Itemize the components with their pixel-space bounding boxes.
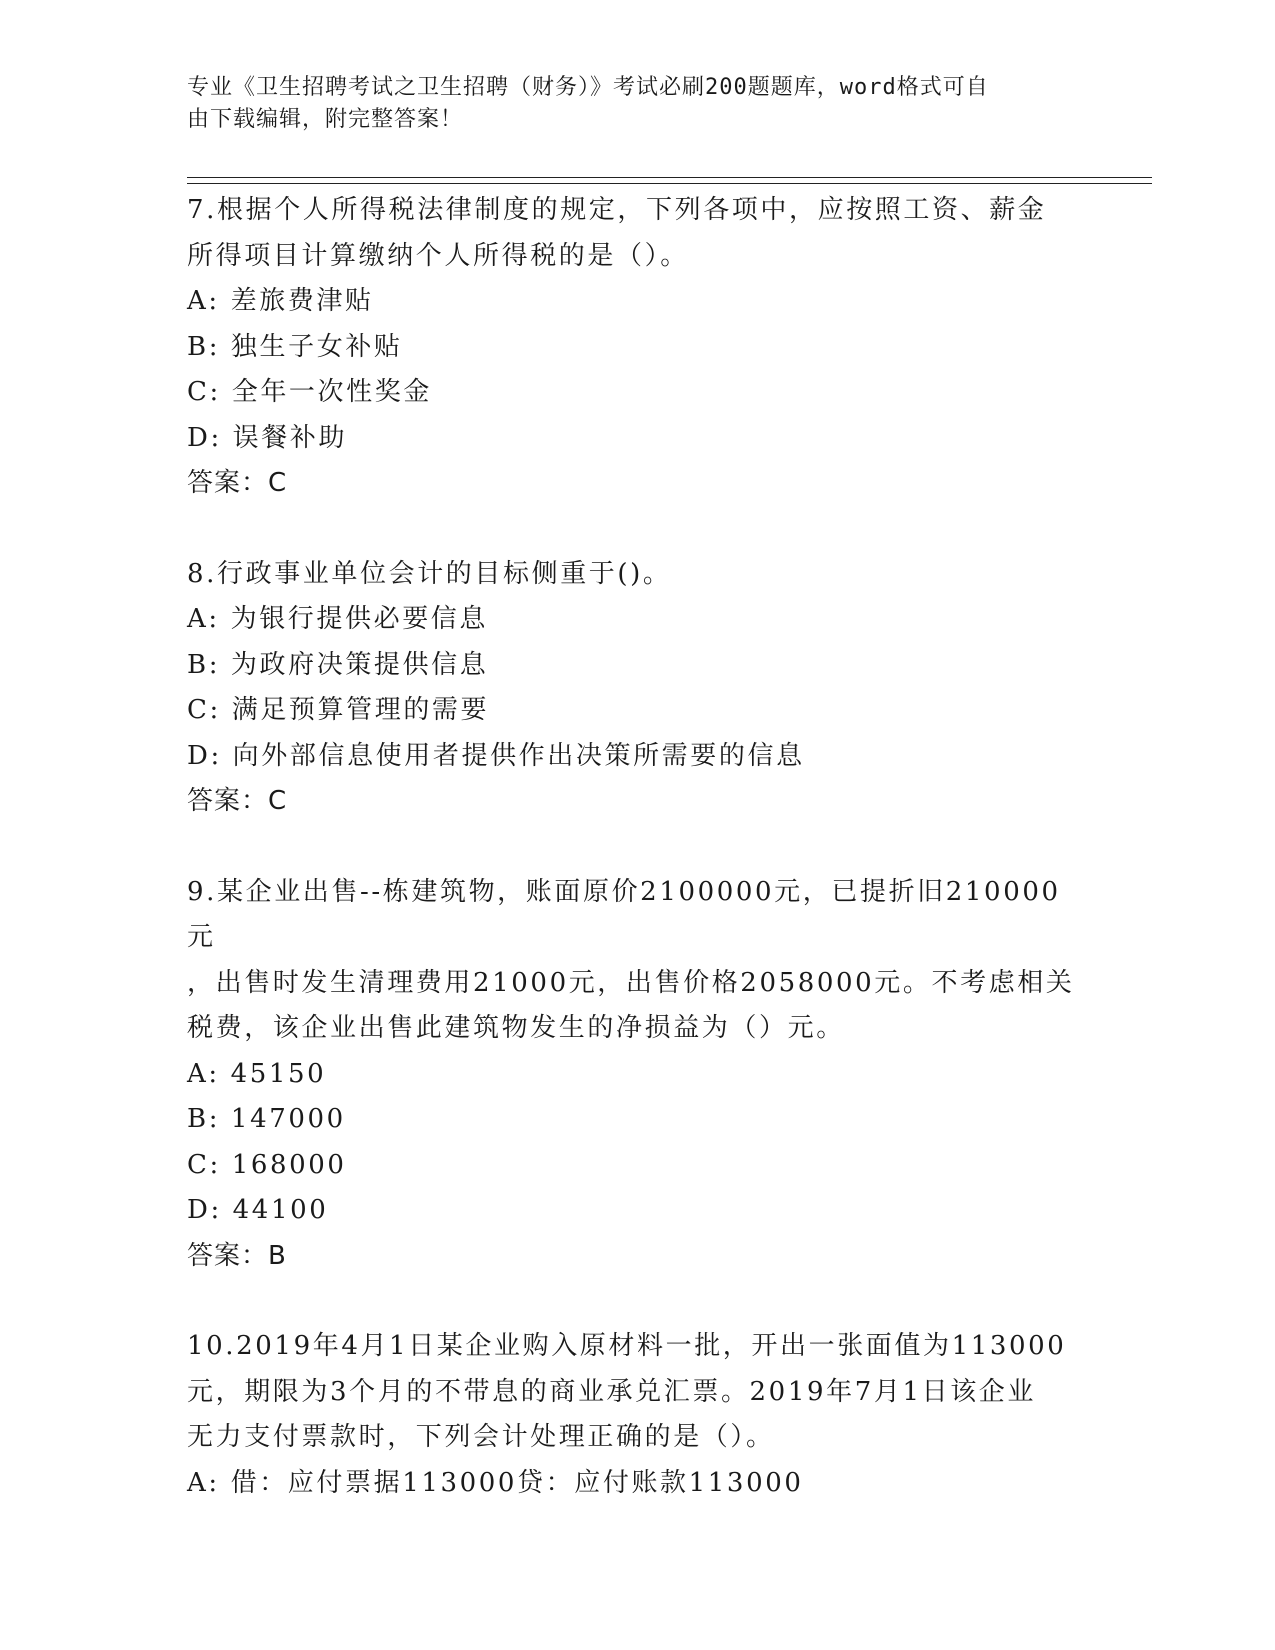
option-d: D: 向外部信息使用者提供作出决策所需要的信息 bbox=[187, 740, 805, 771]
option-a: A: 45150 bbox=[187, 1058, 327, 1089]
answer: 答案：B bbox=[187, 1240, 287, 1271]
answer: 答案：C bbox=[187, 468, 288, 498]
document-header bbox=[187, 72, 1067, 136]
question-text-line: 无力支付票款时，下列会计处理正确的是（）。 bbox=[187, 1422, 775, 1452]
question-text-line: 7.根据个人所得税法律制度的规定，下列各项中，应按照工资、薪金 bbox=[187, 195, 1047, 225]
header-line-1: 专业《卫生招聘考试之卫生招聘（财务）》考试必刷200题题库，word格式可自 bbox=[187, 75, 989, 100]
option-b: B: 147000 bbox=[187, 1104, 346, 1134]
option-d: D: 44100 bbox=[187, 1195, 329, 1225]
question-text-line: ，出售时发生清理费用21000元，出售价格2058000元。不考虑相关 bbox=[187, 967, 1075, 998]
option-b: B: 为政府决策提供信息 bbox=[187, 649, 489, 680]
answer: 答案：C bbox=[187, 786, 288, 816]
option-c: C: 满足预算管理的需要 bbox=[187, 695, 490, 725]
option-a: A: 为银行提供必要信息 bbox=[187, 604, 489, 634]
header-rule-bottom bbox=[187, 183, 1152, 184]
header-rule-top bbox=[187, 177, 1152, 178]
option-c: C: 全年一次性奖金 bbox=[187, 377, 432, 407]
question-9 bbox=[187, 870, 1087, 1280]
option-b: B: 独生子女补贴 bbox=[187, 331, 403, 362]
question-text-line: 所得项目计算缴纳个人所得税的是（）。 bbox=[187, 240, 689, 271]
question-8 bbox=[187, 552, 1087, 825]
question-text-line: 9.某企业出售--栋建筑物，账面原价2100000元，已提折旧210000元 bbox=[187, 876, 1061, 952]
question-10 bbox=[187, 1324, 1087, 1506]
question-list bbox=[187, 188, 1087, 1506]
question-text-line: 税费，该企业出售此建筑物发生的净损益为（）元。 bbox=[187, 1013, 845, 1043]
question-text-line: 8.行政事业单位会计的目标侧重于()。 bbox=[187, 558, 672, 589]
option-c: C: 168000 bbox=[187, 1149, 347, 1180]
header-line-2: 由下载编辑，附完整答案！ bbox=[187, 107, 464, 132]
option-a: A: 差旅费津贴 bbox=[187, 286, 374, 316]
option-d: D: 误餐补助 bbox=[187, 422, 348, 453]
question-text-line: 10.2019年4月1日某企业购入原材料一批，开出一张面值为113000 bbox=[187, 1331, 1067, 1361]
question-7 bbox=[187, 188, 1087, 507]
question-text-line: 元，期限为3个月的不带息的商业承兑汇票。2019年7月1日该企业 bbox=[187, 1376, 1036, 1407]
option-a: A: 借：应付票据113000贷：应付账款113000 bbox=[187, 1467, 804, 1498]
